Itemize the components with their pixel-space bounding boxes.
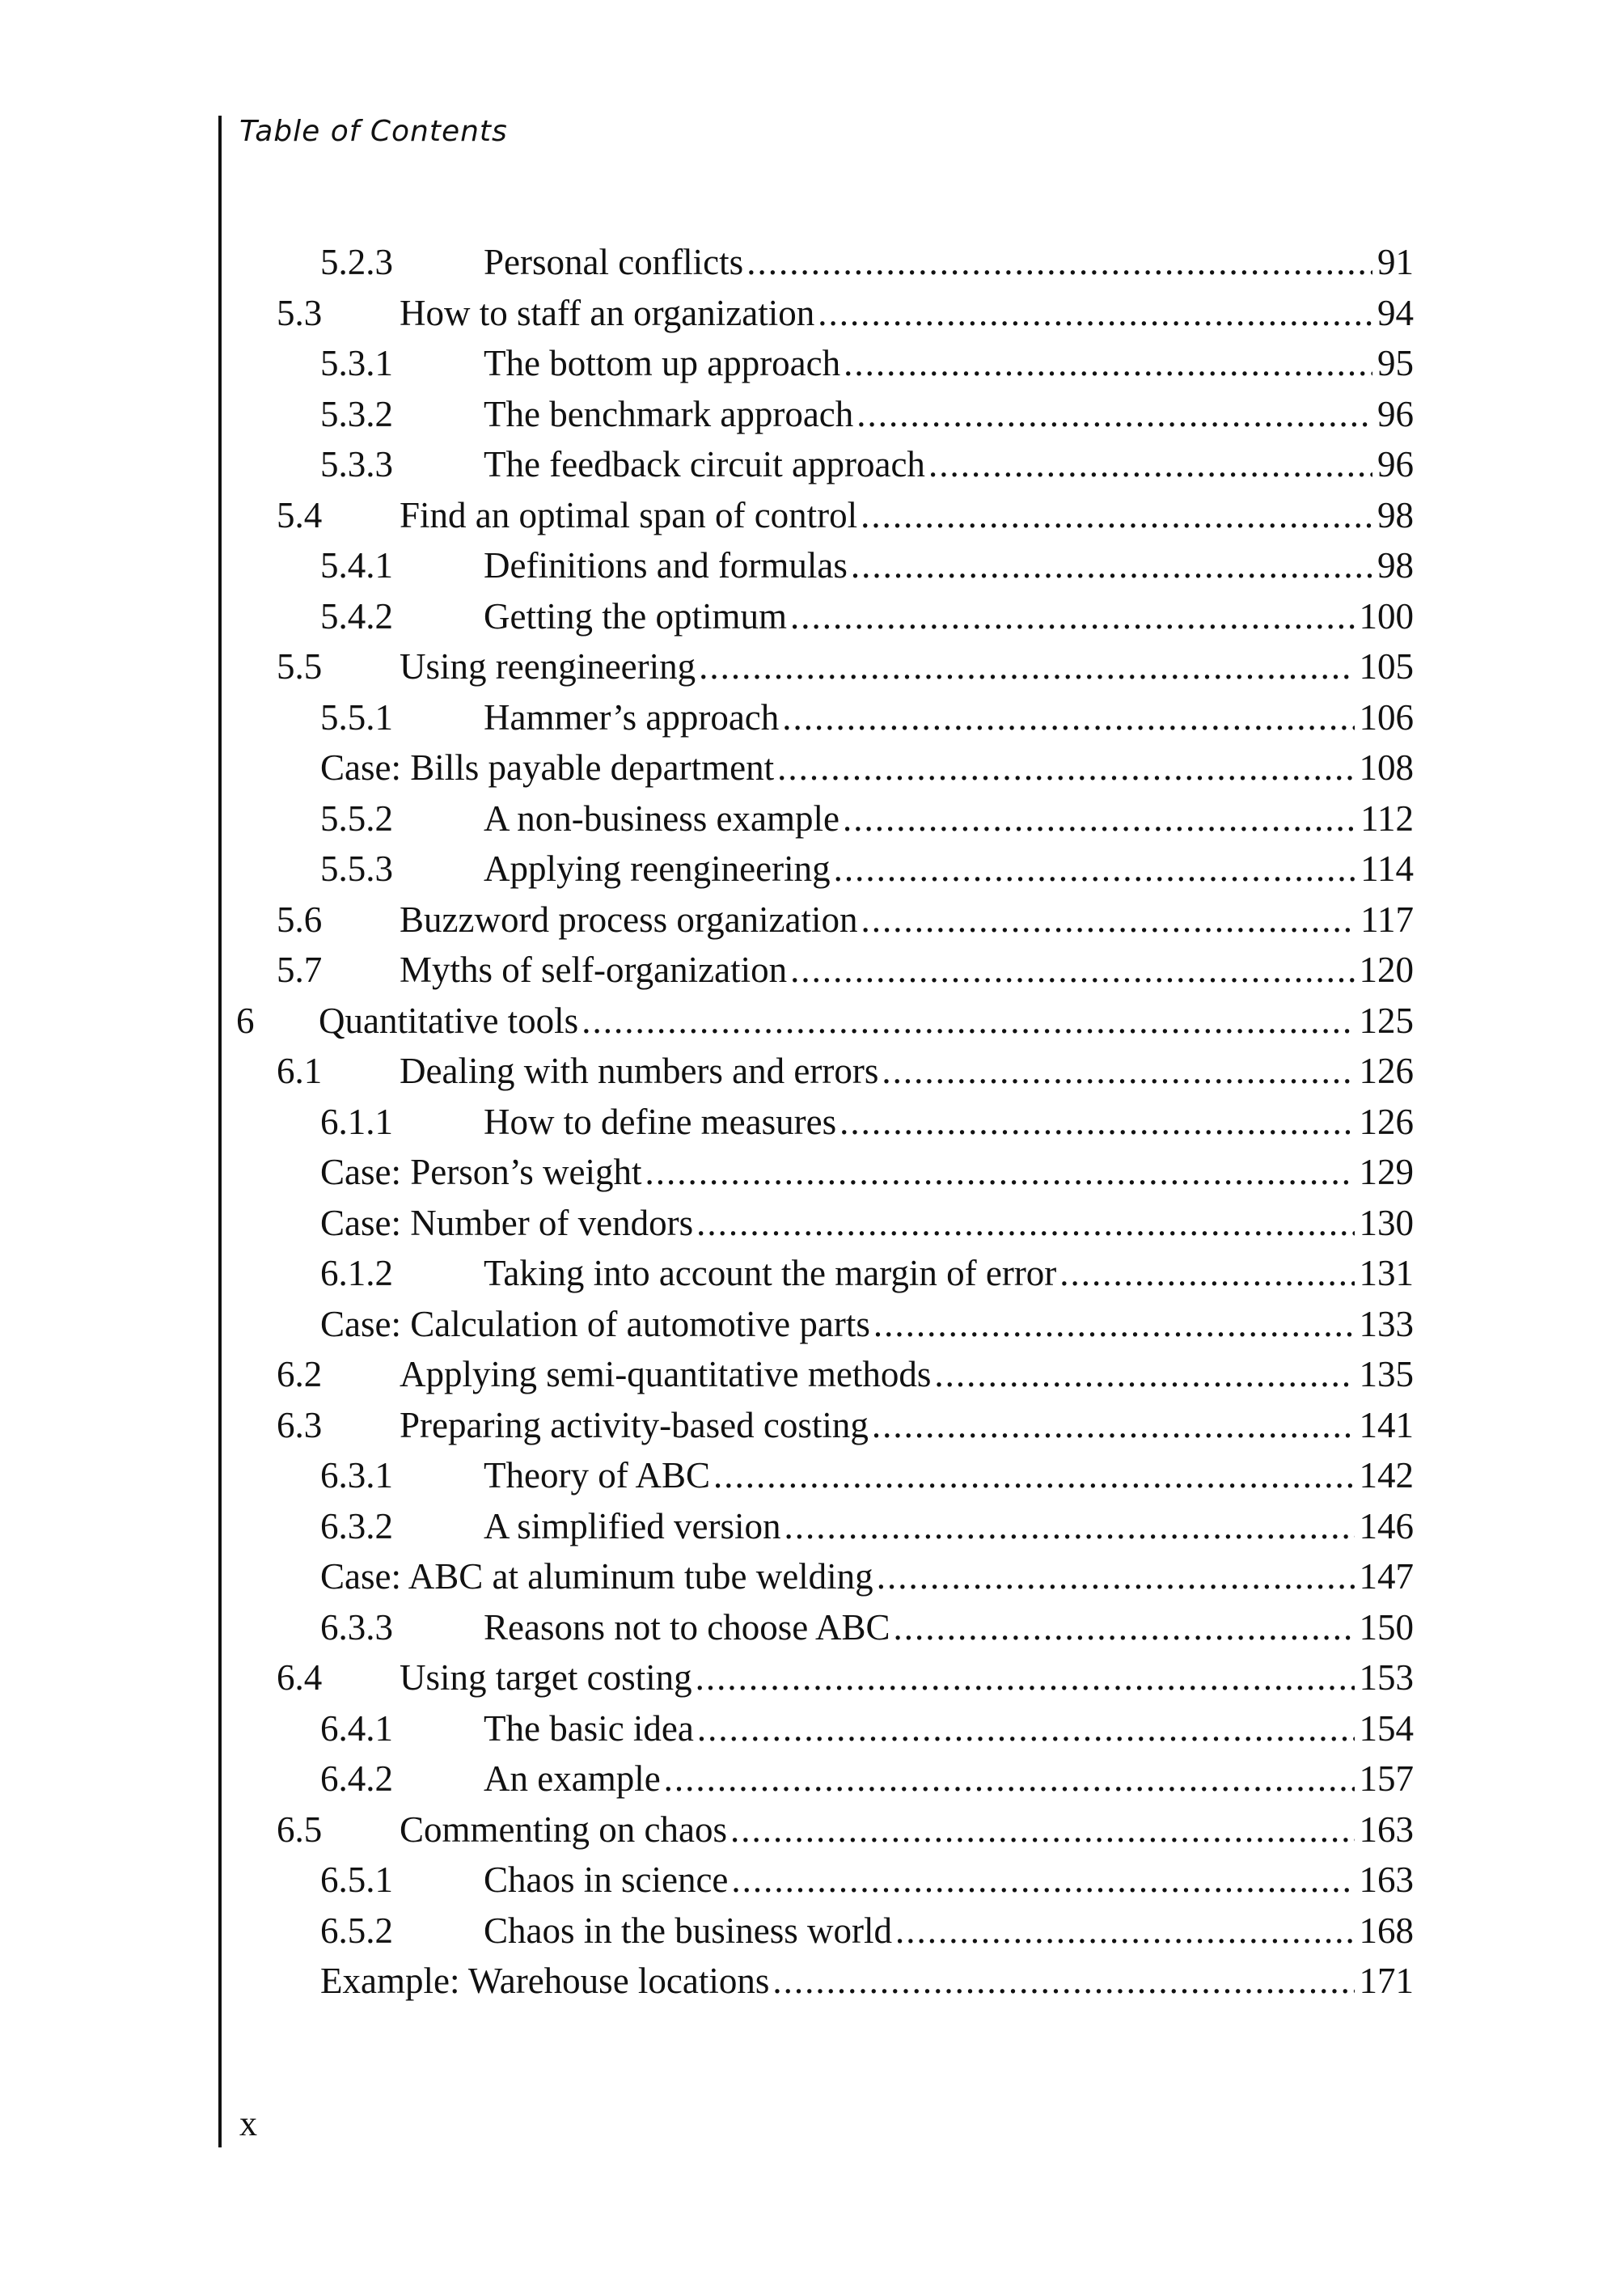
toc-entry-page: 96 — [1377, 444, 1414, 484]
dot-leader — [934, 1353, 1354, 1395]
toc-entry[interactable] — [236, 595, 1414, 646]
toc-entry-title: Taking into account the margin of error — [484, 1253, 1057, 1293]
toc-entry[interactable] — [236, 393, 1414, 444]
toc-entry-page: 142 — [1359, 1455, 1414, 1496]
toc-entry[interactable] — [236, 544, 1414, 595]
toc-entry[interactable] — [236, 1960, 1414, 2011]
toc-entry-number: 5.3.2 — [320, 393, 393, 434]
toc-entry-number: 6.2 — [277, 1354, 323, 1394]
toc-entry-number: 6.3.1 — [320, 1455, 393, 1496]
toc-entry-number: 5.6 — [277, 899, 323, 940]
toc-entry-page: 133 — [1359, 1303, 1414, 1344]
toc-entry-title: Commenting on chaos — [400, 1809, 727, 1850]
toc-entry[interactable] — [236, 1859, 1414, 1910]
dot-leader — [784, 1505, 1354, 1547]
dot-leader — [713, 1454, 1355, 1496]
toc-entry-number: 6.4 — [277, 1657, 323, 1698]
toc-entry[interactable] — [236, 1252, 1414, 1303]
dot-leader — [872, 1404, 1355, 1446]
toc-entry[interactable] — [236, 1000, 1414, 1051]
toc-entry-page: 98 — [1377, 545, 1414, 586]
toc-entry-number: 6.3.2 — [320, 1505, 393, 1546]
toc-entry-page: 112 — [1360, 797, 1414, 839]
toc-entry-page: 135 — [1359, 1354, 1414, 1394]
toc-entry-number: 6.1 — [277, 1051, 323, 1091]
toc-entry[interactable] — [236, 1910, 1414, 1961]
toc-entry-title: Applying reengineering — [484, 848, 831, 889]
toc-entry-number: 5.4.1 — [320, 545, 393, 586]
toc-entry-title: Find an optimal span of control — [400, 494, 858, 535]
toc-entry-number: 5.5.3 — [320, 848, 393, 889]
toc-entry-page: 146 — [1359, 1505, 1414, 1546]
toc-entry[interactable] — [236, 899, 1414, 950]
toc-entry-number: 6.3.3 — [320, 1606, 393, 1648]
toc-entry[interactable] — [236, 696, 1414, 747]
toc-entry-page: 157 — [1359, 1758, 1414, 1799]
toc-entry-title: Definitions and formulas — [484, 545, 848, 586]
dot-leader — [873, 1303, 1355, 1345]
toc-entry-number: 5.5 — [277, 646, 323, 687]
toc-entry-title: Quantitative tools — [319, 1000, 579, 1041]
dot-leader — [928, 443, 1372, 485]
toc-entry-title: Using target costing — [400, 1657, 692, 1698]
dot-leader — [1059, 1252, 1354, 1294]
toc-entry-title: Myths of self-organization — [400, 950, 788, 990]
dot-leader — [844, 342, 1372, 384]
toc-entry-number: 5.5.2 — [320, 797, 393, 839]
dot-leader — [699, 645, 1354, 687]
dot-leader — [645, 1151, 1354, 1193]
dot-leader — [856, 393, 1372, 435]
toc-entry-number: 6.1.2 — [320, 1253, 393, 1293]
toc-entry-number: 6.5.1 — [320, 1859, 393, 1900]
toc-entry[interactable] — [236, 1151, 1414, 1202]
toc-entry-page: 129 — [1359, 1152, 1414, 1192]
toc-entry-page: 147 — [1359, 1556, 1414, 1597]
toc-entry-title: Preparing activity-based costing — [400, 1404, 869, 1445]
toc-entry-page: 141 — [1359, 1404, 1414, 1445]
toc-entry-number: 5.4.2 — [320, 595, 393, 637]
toc-entry-title: The benchmark approach — [484, 393, 854, 434]
toc-entry-title: Chaos in the business world — [484, 1910, 892, 1951]
dot-leader — [839, 1101, 1354, 1143]
toc-entry-title: An example — [484, 1758, 661, 1799]
toc-entry-page: 131 — [1359, 1253, 1414, 1293]
toc-entry-number: 5.3 — [277, 292, 323, 333]
toc-entry-page: 108 — [1359, 747, 1414, 788]
toc-entry-page: 163 — [1359, 1859, 1414, 1900]
toc-entry-number: 5.3.3 — [320, 444, 393, 484]
toc-entry-title: The bottom up approach — [484, 343, 841, 383]
toc-entry-title: The feedback circuit approach — [484, 444, 925, 484]
toc-entry-page: 154 — [1359, 1707, 1414, 1749]
toc-entry-page: 91 — [1377, 242, 1414, 282]
toc-entry-page: 96 — [1377, 393, 1414, 434]
dot-leader — [861, 494, 1372, 536]
toc-entry[interactable] — [236, 949, 1414, 1000]
toc-entry[interactable] — [236, 1101, 1414, 1152]
dot-leader — [818, 292, 1372, 334]
page-number: x — [239, 2104, 257, 2143]
toc-entry-number: 6.5 — [277, 1809, 323, 1850]
dot-leader — [746, 241, 1372, 283]
toc-entry[interactable] — [236, 292, 1414, 343]
toc-entry-title: Applying semi-quantitative methods — [400, 1354, 932, 1394]
toc-entry-title: How to staff an organization — [400, 292, 815, 333]
toc-entry-title: Example: Warehouse locations — [320, 1961, 770, 2001]
toc-entry[interactable] — [236, 1202, 1414, 1253]
dot-leader — [582, 1000, 1354, 1042]
dot-leader — [790, 949, 1354, 991]
toc-entry-number: 6.3 — [277, 1404, 323, 1445]
dot-leader — [777, 747, 1354, 789]
toc-entry-title: Dealing with numbers and errors — [400, 1051, 879, 1091]
dot-leader — [782, 696, 1354, 738]
toc-entry-page: 171 — [1359, 1961, 1414, 2001]
toc-entry-number: 6.4.2 — [320, 1758, 393, 1799]
toc-entry-title: Case: ABC at aluminum tube welding — [320, 1556, 873, 1597]
toc-entry[interactable] — [236, 797, 1414, 848]
toc-entry-page: 95 — [1377, 343, 1414, 383]
toc-entry-title: Getting the optimum — [484, 595, 787, 637]
toc-entry-title: Case: Calculation of automotive parts — [320, 1303, 870, 1344]
toc-entry-title: How to define measures — [484, 1101, 837, 1142]
toc-entry-page: 106 — [1359, 696, 1414, 738]
toc-entry[interactable] — [236, 1454, 1414, 1505]
toc-entry-page: 98 — [1377, 494, 1414, 535]
toc-entry[interactable] — [236, 1404, 1414, 1455]
toc-entry-page: 100 — [1359, 595, 1414, 637]
table-of-contents — [236, 241, 1414, 2011]
margin-rule — [218, 116, 222, 2147]
toc-entry-title: A simplified version — [484, 1505, 781, 1546]
dot-leader — [834, 848, 1356, 890]
toc-entry-title: Reasons not to choose ABC — [484, 1606, 890, 1648]
toc-entry-number: 5.7 — [277, 950, 323, 990]
dot-leader — [895, 1910, 1355, 1952]
toc-entry[interactable] — [236, 645, 1414, 696]
dot-leader — [696, 1656, 1355, 1699]
toc-entry[interactable] — [236, 342, 1414, 393]
toc-entry[interactable] — [236, 1809, 1414, 1859]
running-header: Table of Contents — [239, 115, 508, 148]
dot-leader — [731, 1859, 1354, 1901]
toc-entry[interactable] — [236, 241, 1414, 292]
toc-entry-page: 163 — [1359, 1809, 1414, 1850]
toc-entry[interactable] — [236, 1707, 1414, 1758]
toc-entry[interactable] — [236, 1050, 1414, 1101]
toc-entry-page: 153 — [1359, 1657, 1414, 1698]
toc-entry-page: 126 — [1359, 1101, 1414, 1142]
toc-entry[interactable] — [236, 494, 1414, 545]
toc-entry-title: Buzzword process organization — [400, 899, 858, 940]
toc-entry[interactable] — [236, 1555, 1414, 1606]
toc-entry[interactable] — [236, 1303, 1414, 1354]
dot-leader — [772, 1960, 1354, 2002]
toc-entry-page: 126 — [1359, 1051, 1414, 1091]
toc-entry[interactable] — [236, 1758, 1414, 1809]
toc-entry-title: Theory of ABC — [484, 1455, 710, 1496]
toc-entry-title: Case: Person’s weight — [320, 1152, 642, 1192]
toc-entry-title: Case: Number of vendors — [320, 1202, 694, 1243]
toc-entry-title: Using reengineering — [400, 646, 696, 687]
toc-entry-title: Hammer’s approach — [484, 696, 780, 738]
toc-entry-page: 130 — [1359, 1202, 1414, 1243]
toc-entry[interactable] — [236, 747, 1414, 797]
toc-entry-number: 5.3.1 — [320, 343, 393, 383]
toc-entry-page: 94 — [1377, 292, 1414, 333]
dot-leader — [696, 1202, 1354, 1244]
toc-entry-number: 5.5.1 — [320, 696, 393, 738]
dot-leader — [790, 595, 1355, 637]
toc-entry-number: 5.2.3 — [320, 242, 393, 282]
dot-leader — [894, 1606, 1355, 1648]
toc-entry-number: 6.5.2 — [320, 1910, 393, 1951]
toc-entry-page: 114 — [1360, 848, 1414, 889]
toc-entry[interactable] — [236, 1606, 1414, 1657]
dot-leader — [861, 899, 1356, 941]
toc-entry-number: 6.4.1 — [320, 1707, 393, 1749]
toc-entry-title: Case: Bills payable department — [320, 747, 775, 788]
toc-entry-title: Chaos in science — [484, 1859, 729, 1900]
toc-entry-number: 6.1.1 — [320, 1101, 393, 1142]
dot-leader — [877, 1555, 1355, 1597]
toc-entry-page: 168 — [1359, 1910, 1414, 1951]
toc-entry-title: The basic idea — [484, 1707, 694, 1749]
toc-entry-number: 6 — [236, 1000, 255, 1041]
toc-entry-title: A non-business example — [484, 797, 839, 839]
toc-entry-title: Personal conflicts — [484, 242, 744, 282]
dot-leader — [730, 1809, 1355, 1851]
dot-leader — [697, 1707, 1355, 1749]
toc-entry[interactable] — [236, 443, 1414, 494]
toc-entry-page: 125 — [1359, 1000, 1414, 1041]
toc-entry-page: 120 — [1359, 950, 1414, 990]
toc-entry[interactable] — [236, 848, 1414, 899]
toc-entry-page: 150 — [1359, 1606, 1414, 1648]
toc-entry-page: 105 — [1359, 646, 1414, 687]
toc-entry[interactable] — [236, 1656, 1414, 1707]
dot-leader — [664, 1758, 1355, 1800]
toc-entry-page: 117 — [1360, 899, 1414, 940]
toc-entry[interactable] — [236, 1505, 1414, 1556]
toc-entry-number: 5.4 — [277, 494, 323, 535]
dot-leader — [851, 544, 1372, 586]
dot-leader — [843, 797, 1355, 840]
toc-entry[interactable] — [236, 1353, 1414, 1404]
dot-leader — [882, 1050, 1354, 1092]
